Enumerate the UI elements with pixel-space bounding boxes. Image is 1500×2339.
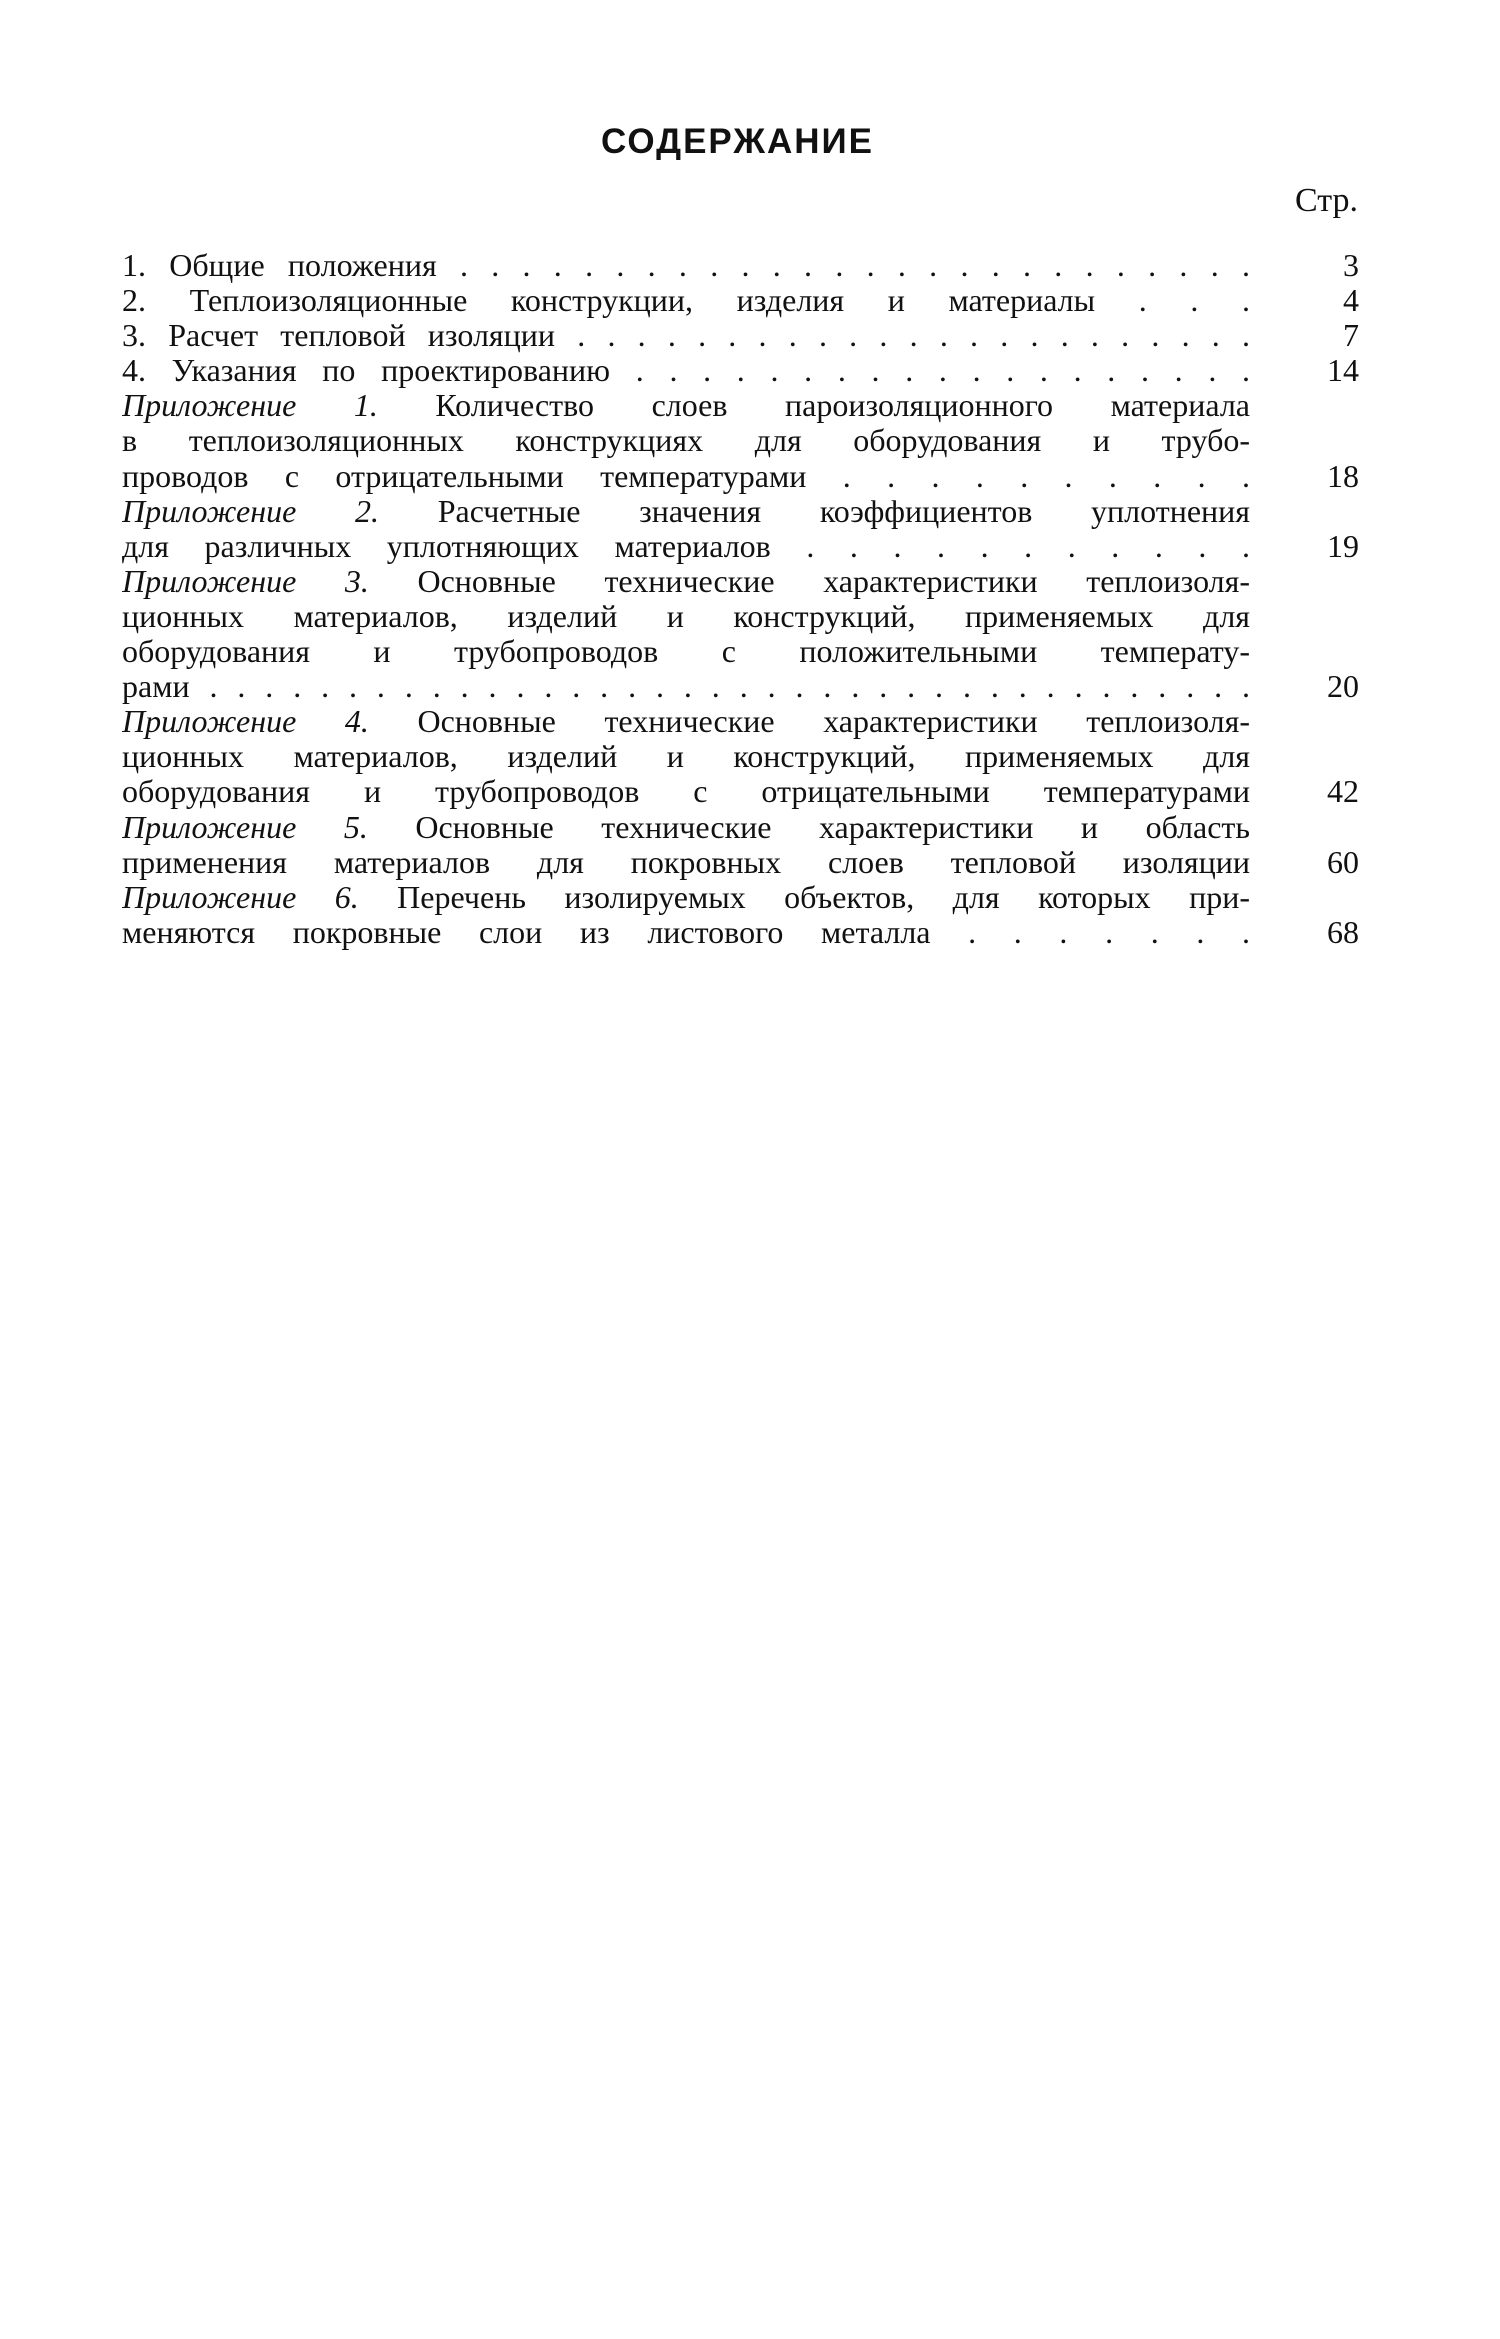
toc-line-text: [122, 915, 1250, 950]
toc-entry-text: ционных материалов, изделий и конструкций, применяемых для: [122, 739, 1250, 775]
toc-line: [122, 599, 1359, 634]
toc-line: [122, 459, 1359, 494]
toc-entry-text: проводов с отрицательными температурами . . . . . . . . . .: [122, 458, 1250, 494]
toc-line: [122, 283, 1359, 318]
toc-line-text: [122, 353, 1250, 388]
toc-appendix-label: Приложение 4.: [122, 704, 369, 740]
toc-line: [122, 494, 1359, 529]
toc-entry-text: меняются покровные слои из листового металла . . . . . . .: [122, 914, 1250, 950]
toc-page-number: 18: [1327, 457, 1359, 494]
toc-line: [122, 388, 1359, 423]
toc-entry-text: оборудования и трубопроводов с отрицательными температурами: [122, 774, 1250, 810]
toc-page-number: 3: [1343, 247, 1359, 283]
toc-line-text: [122, 880, 1250, 915]
toc-line: [122, 669, 1359, 704]
toc-line: [122, 739, 1359, 774]
page-column-header: Стр.: [1294, 182, 1358, 219]
toc-line-text: [122, 564, 1250, 599]
toc-page-number: 4: [1343, 282, 1359, 319]
toc-page-number: 19: [1327, 527, 1359, 564]
toc-line-text: [122, 739, 1250, 774]
toc-entry-text: Основные технические характеристики теплоизоля-: [368, 704, 1250, 740]
toc-line: [122, 423, 1359, 458]
toc-page-number: 68: [1327, 913, 1359, 950]
toc-line-text: [122, 634, 1250, 669]
toc-line: [122, 353, 1359, 388]
toc-entry-text: Перечень изолируемых объектов, для которых при-: [358, 879, 1250, 915]
toc-entry-text: Количество слоев пароизоляционного материала: [377, 388, 1250, 424]
toc-line-text: [122, 810, 1250, 845]
toc-entry-text: Основные технические характеристики и область: [367, 809, 1250, 845]
toc-entry-text: 1. Общие положения . . . . . . . . . . . . . . . . . . . . . . . . . .: [122, 248, 1250, 283]
toc-appendix-label: Приложение 1.: [122, 388, 378, 424]
toc-page-number: 42: [1327, 773, 1359, 810]
toc-line: [122, 845, 1359, 880]
toc-line: [122, 318, 1359, 353]
toc-line: [122, 529, 1359, 564]
toc-entry-text: применения материалов для покровных слоев тепловой изоляции: [122, 844, 1250, 880]
toc-line-text: [122, 459, 1250, 494]
toc-entry-text: Расчетные значения коэффициентов уплотнения: [379, 493, 1250, 529]
toc-line-text: [122, 318, 1250, 353]
toc-line: [122, 564, 1359, 599]
toc-page-number: 7: [1343, 317, 1359, 354]
toc-appendix-label: Приложение 2.: [122, 493, 380, 529]
toc-entry-text: рами . . . . . . . . . . . . . . . . . . . . . . . . . . . . . . . . . . . . . .: [122, 669, 1250, 705]
toc-line: [122, 880, 1359, 915]
toc-appendix-label: Приложение 5.: [122, 809, 368, 845]
toc-entry-text: оборудования и трубопроводов с положительными температу-: [122, 634, 1250, 670]
toc-line-text: [122, 669, 1250, 704]
toc-line-text: [122, 388, 1250, 423]
toc-entry-text: 3. Расчет тепловой изоляции . . . . . . . . . . . . . . . . . . . . . . .: [122, 318, 1250, 354]
toc-line: [122, 704, 1359, 739]
toc-entry-text: в теплоизоляционных конструкциях для оборудования и трубо-: [122, 423, 1250, 459]
toc-line-text: [122, 494, 1250, 529]
toc-line-text: [122, 845, 1250, 880]
toc-line: [122, 810, 1359, 845]
toc-page-number: 14: [1327, 352, 1359, 389]
toc-entry-text: Основные технические характеристики теплоизоля-: [368, 563, 1250, 599]
toc-entry-text: 4. Указания по проектированию . . . . . . . . . . . . . . . . . . .: [122, 353, 1250, 389]
toc-line: [122, 915, 1359, 950]
toc-line: [122, 634, 1359, 669]
toc-line: [122, 774, 1359, 809]
toc-line-text: [122, 283, 1250, 318]
toc-appendix-label: Приложение 3.: [122, 563, 369, 599]
toc-line-text: [122, 529, 1250, 564]
toc-line: [122, 248, 1359, 283]
toc-entry-text: для различных уплотняющих материалов . . . . . . . . . . .: [122, 528, 1250, 564]
toc-appendix-label: Приложение 6.: [122, 879, 359, 915]
page-title: СОДЕРЖАНИЕ: [600, 122, 874, 161]
toc-line-text: [122, 704, 1250, 739]
toc-page-number: 60: [1327, 843, 1359, 880]
toc-line-text: [122, 248, 1250, 283]
toc-entry-text: ционных материалов, изделий и конструкций, применяемых для: [122, 598, 1250, 634]
table-of-contents: [122, 248, 1359, 950]
toc-line-text: [122, 774, 1250, 809]
toc-line-text: [122, 423, 1250, 458]
toc-page-number: 20: [1327, 668, 1359, 705]
toc-entry-text: 2. Теплоизоляционные конструкции, изделия и материалы . . .: [122, 283, 1250, 319]
toc-line-text: [122, 599, 1250, 634]
